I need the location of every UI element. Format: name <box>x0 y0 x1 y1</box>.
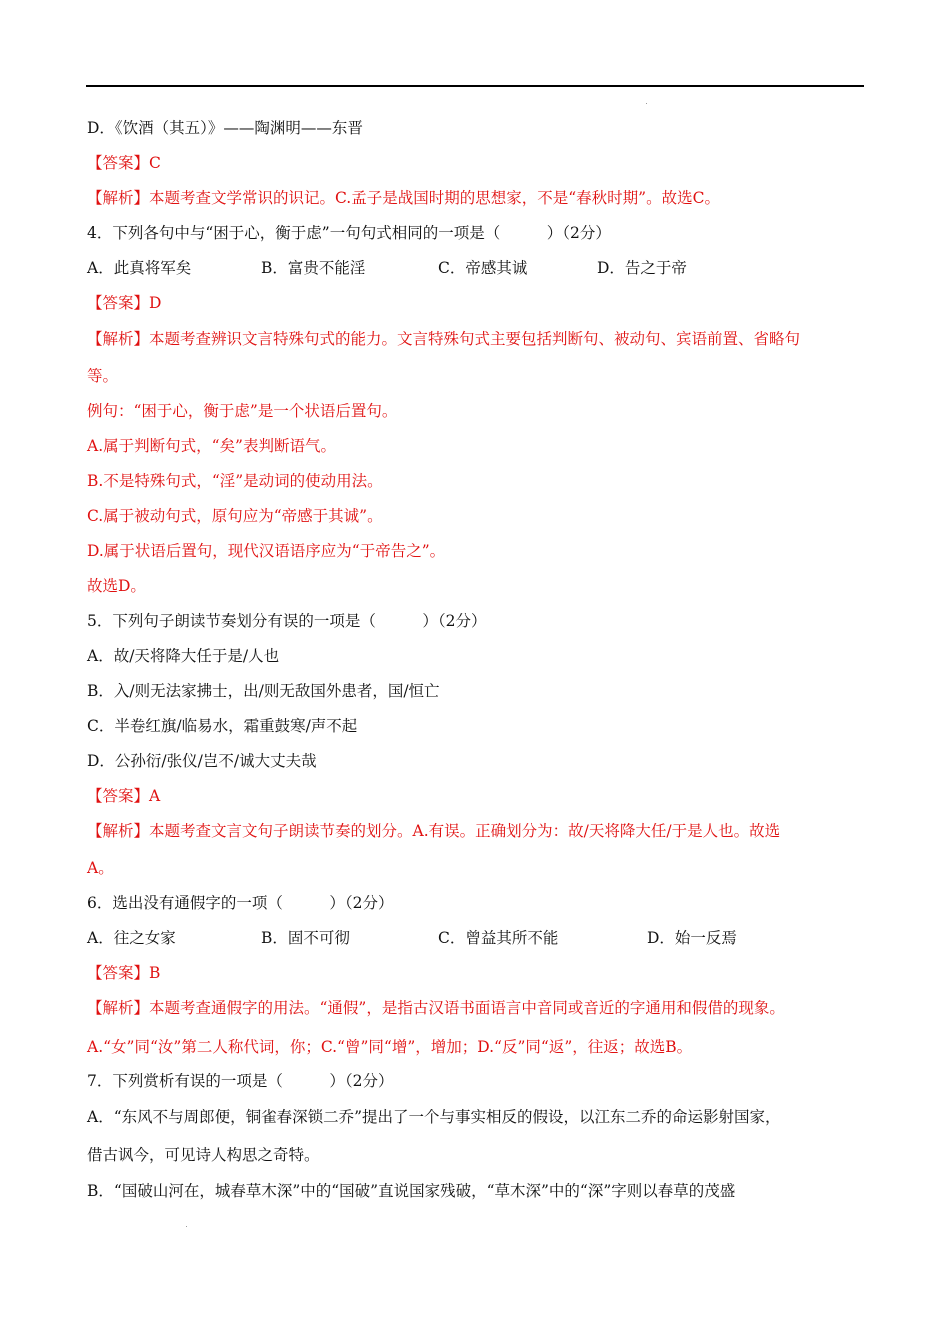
q6-option-b: B．固不可彻 <box>261 929 350 947</box>
q4-analysis-line: A.属于判断句式，“矣”表判断语气。 <box>87 437 336 455</box>
q4-option-b: B．富贵不能淫 <box>261 259 366 277</box>
q6-answer: 【答案】B <box>87 964 161 982</box>
q5-question: 5．下列句子朗读节奏划分有误的一项是（ ）（2分） <box>87 612 487 630</box>
q4-analysis-line: D.属于状语后置句，现代汉语语序应为“于帝告之”。 <box>87 542 446 560</box>
q3-option-d: D．《饮酒（其五）》——陶渊明——东晋 <box>87 119 363 137</box>
q5-answer: 【答案】A <box>87 787 161 805</box>
q5-analysis-line: 【解析】本题考查文言文句子朗读节奏的划分。A.有误。正确划分为：故/天将降大任/于是人也。故选 <box>87 822 781 840</box>
q4-answer: 【答案】D <box>87 294 162 312</box>
q4-option-d: D．告之于帝 <box>597 259 687 277</box>
q3-analysis: 【解析】本题考查文学常识的识记。C.孟子是战国时期的思想家，不是“春秋时期”。故选C。 <box>87 189 720 207</box>
q6-analysis-line: A.“女”同“汝”第二人称代词，你；C.“曾”同“增”，增加；D.“反”同“返”，往返；故选B。 <box>87 1038 693 1056</box>
q6-option-d: D．始一反焉 <box>647 929 737 947</box>
q4-analysis-line: 等。 <box>87 367 119 385</box>
q5-option-a: A．故/天将降大任于是/人也 <box>87 647 280 665</box>
q6-options <box>87 928 867 948</box>
q7-option-a-line: A．“东风不与周郎便，铜雀春深锁二乔”提出了一个与事实相反的假设，以江东二乔的命运影射国家， <box>87 1108 781 1126</box>
q6-analysis-line: 【解析】本题考查通假字的用法。“通假”，是指古汉语书面语言中音同或音近的字通用和假借的现象。 <box>87 999 785 1017</box>
q4-option-a: A．此真将军矣 <box>87 259 192 277</box>
q4-analysis-line: 故选D。 <box>87 577 146 595</box>
q4-options <box>87 258 867 278</box>
q5-option-d: D．公孙衍/张仪/岂不/诚大丈夫哉 <box>87 752 317 770</box>
header-rule <box>86 85 864 87</box>
q4-analysis-line: 例句：“困于心，衡于虑”是一个状语后置句。 <box>87 402 398 420</box>
q7-option-a-line: 借古讽今，可见诗人构思之奇特。 <box>87 1146 320 1164</box>
q7-option-b-line: B．“国破山河在，城春草木深”中的“国破”直说国家残破，“草木深”中的“深”字则以春草的茂盛 <box>87 1182 736 1200</box>
scan-dot <box>186 1226 187 1227</box>
q3-answer: 【答案】C <box>87 154 161 172</box>
q6-option-c: C．曾益其所不能 <box>438 929 559 947</box>
q4-option-c: C．帝感其诚 <box>438 259 528 277</box>
q7-question: 7．下列赏析有误的一项是（ ）（2分） <box>87 1072 394 1090</box>
q4-analysis-line: 【解析】本题考查辨识文言特殊句式的能力。文言特殊句式主要包括判断句、被动句、宾语前置、省略句 <box>87 330 801 348</box>
q5-option-b: B．入/则无法家拂士，出/则无敌国外患者，国/恒亡 <box>87 682 440 700</box>
q4-analysis-line: B.不是特殊句式，“淫”是动词的使动用法。 <box>87 472 383 490</box>
q5-option-c: C．半卷红旗/临易水，霜重鼓寒/声不起 <box>87 717 358 735</box>
q4-analysis-line: C.属于被动句式，原句应为“帝感于其诚”。 <box>87 507 383 525</box>
q6-question: 6．选出没有通假字的一项（ ）（2分） <box>87 894 394 912</box>
scan-dot <box>646 103 647 104</box>
q6-option-a: A．往之女家 <box>87 929 176 947</box>
q4-question: 4．下列各句中与“困于心，衡于虑”一句句式相同的一项是（ ）（2分） <box>87 224 611 242</box>
q5-analysis-line: A。 <box>87 859 114 877</box>
